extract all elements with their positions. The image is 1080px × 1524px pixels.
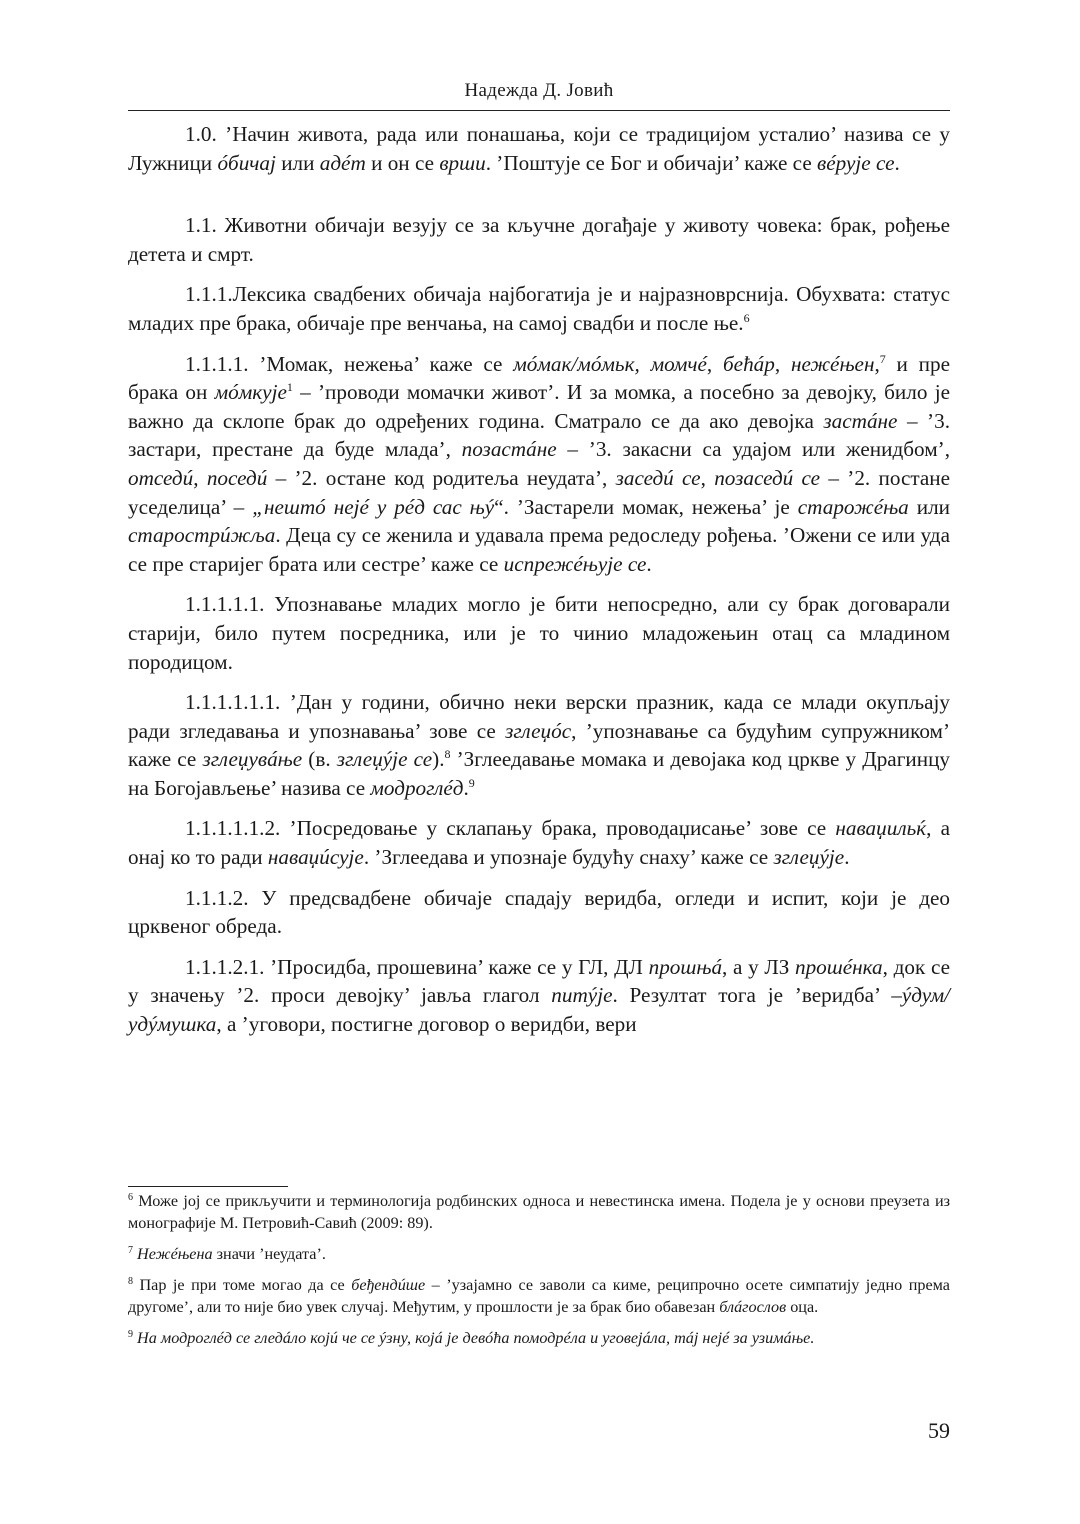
footnote-ref-9: 9 xyxy=(468,775,475,790)
footnote-rule xyxy=(128,1186,288,1187)
footnotes xyxy=(128,1190,950,1358)
paragraph-1-1-1: 1.1.1.Лексика свадбених обичаја најбогатија је и најразноврснија. Обухвата: статус младих пре брака, обичаје пре венчања, на самој свадби и после ње.$^6$ xyxy=(128,282,950,335)
footnote-ref-7: 7 xyxy=(879,351,886,366)
footnote-6: $^6$ Може јој се прикључити и терминологија родбинских односа и невестинска имена. Подела је у основи преузета из монографије М. Петровић-Савић (2009: 89). xyxy=(128,1192,950,1232)
paragraph-1-1-1-1-1-1: 1.1.1.1.1.1. ’Дан у години, обично неки верски празник, када се млади окупљају ради згледавања и упознавања’ зове се зглеџóс, ’упознавање са будућим супружником’ каже се зглеџувáње (в. зглеџýје се).$^8$ ’Зглеедавање момака и девојака код цркве у Драгинцу на Богојављење’ назива се модроглéд.$^9$ xyxy=(128,690,951,800)
paragraph-1-1-1-1: 1.1.1.1. ’Момак, нежења’ каже се мóмак/мóмьк, момчé, беħáр, нежéњен,$^7$ и пре брака он мóмкује$^1$ – ’проводи момачки живот’. И за момка, а посебно за девојку, било је важно да склопе брак до одређених година. Сматрало се да ако девојка застáне – ’3. застари, престане да буде млада’, позастáне – ’3. закасни са удајом или женидбом’, отседú, поседú – ’2. остане код родитеља неудата’, заседú се, позаседú се – ’2. постане уседелица’ – „нештó нејé у рéд сас њý“. ’Застарели момак, нежења’ је старожéња или старострúжља. Деца су се женила и удавала према редоследу рођења. ’Ожени се или уда се пре старијег брата или сестре’ каже се испрежéњује се. xyxy=(128,351,951,576)
paragraph-1-1-1-2-1: 1.1.1.2.1. ’Просидба, прошевина’ каже се у ГЛ, ДЛ прошњá, а у ЛЗ прошéнка, док се у значењу ’2. проси девојку’ јавља глагол питýје. Резултат тога је ’веридба’ –ýдум/удýмушка, а ’уговори, постигне договор о веридби, вери xyxy=(128,954,951,1037)
footnote-7: $^7$ Нежéњена значи ’неудата’. xyxy=(128,1245,326,1263)
paragraph-1-1: 1.1. Животни обичаји везују се за кључне догађаје у животу човека: брак, рођење детета и смрт. xyxy=(128,213,950,266)
footnote-ref-6: 6 xyxy=(743,310,750,325)
header-rule xyxy=(128,110,950,111)
page-number: 59 xyxy=(928,1418,950,1443)
superscript-1: 1 xyxy=(286,380,293,395)
footnote-9: $^9$ На модроглéд се гледáло којú че се ýзну, којá је девóћа помодрéла и уговејáла, тáј нејé за узимáње. xyxy=(128,1329,815,1347)
paragraph-1-0: 1.0. ’Начин живота, рада или понашања, који се традицијом усталио’ назива се у Лужници óбичај или адéт и он се врши. ’Поштује се Бог и обичаји’ каже се вéрује се. xyxy=(128,122,950,175)
footnote-ref-8: 8 xyxy=(444,747,451,762)
paragraph-1-1-1-1-1: 1.1.1.1.1. Упознавање младих могло је бити непосредно, али су брак договарали старији, било путем посредника, или је то чинио младожењин отац са младином породицом. xyxy=(128,592,950,674)
paragraph-1-1-1-1-1-2: 1.1.1.1.1.2. ’Посредовање у склапању брака, проводаџисање’ зове се наваџильќ, а онај ко то ради наваџúсује. ’Зглеедава и упознаје будућу снаху’ каже се зглеџýје. xyxy=(128,816,951,870)
main-text xyxy=(128,120,950,1051)
running-header: Надежда Д. Јовић xyxy=(464,80,614,101)
footnote-8: $^8$ Пар је при томе могао да се беђендúше – ’узајамно се заволи са киме, реципрочно осете симпатију једно према другоме’, али то није био увек случај. Међутим, у прошлости је за брак био обавезан блáгослов оца. xyxy=(128,1276,950,1316)
paragraph-1-1-1-2: 1.1.1.2. У предсвадбене обичаје спадају веридба, огледи и испит, који је део црквеног обреда. xyxy=(128,885,950,939)
